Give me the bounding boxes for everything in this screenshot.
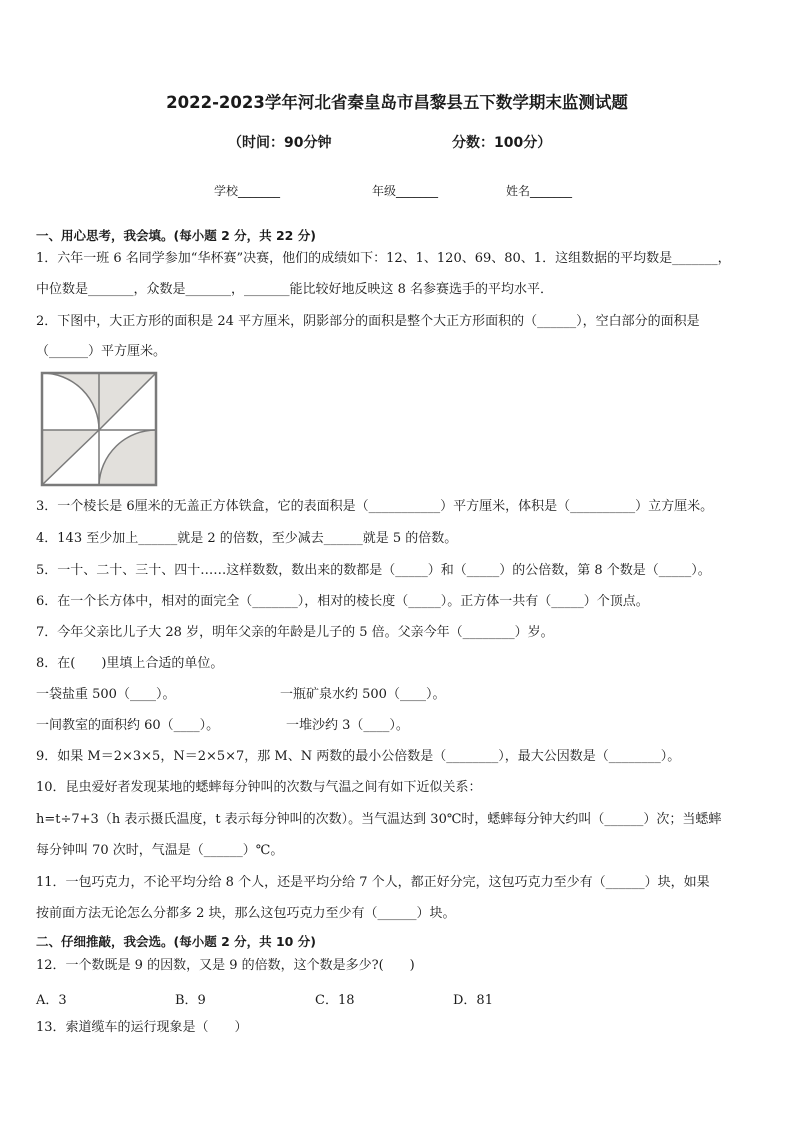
grade-field[interactable]: 年级_______ xyxy=(372,184,439,198)
question-8-b: 一瓶矿泉水约 500（____）。 xyxy=(280,687,446,702)
question-4: 4．143 至少加上______就是 2 的倍数，至少减去______就是 5 的倍数。 xyxy=(36,531,458,546)
question-12-stem: 12．一个数既是 9 的因数，又是 9 的倍数，这个数是多少?( ) xyxy=(36,958,415,973)
question-9: 9．如果 M＝2×3×5，N＝2×5×7，那 M、N 两数的最小公倍数是（________），最大公因数是（________）。 xyxy=(36,749,681,764)
question-13-stem: 13．索道缆车的运行现象是（ ） xyxy=(36,1020,248,1035)
question-5: 5．一十、二十、三十、四十……这样数数，数出来的数都是（_____）和（_____）的公倍数，第 8 个数是（_____）。 xyxy=(36,563,711,578)
question-6: 6．在一个长方体中，相对的面完全（_______），相对的棱长度（_____）。正方体一共有（_____）个顶点。 xyxy=(36,594,649,609)
question-2-line-2: （______）平方厘米。 xyxy=(36,344,167,359)
question-12-option-c[interactable]: C．18 xyxy=(315,993,355,1008)
question-8-d: 一堆沙约 3（____）。 xyxy=(286,718,409,733)
name-field[interactable]: 姓名_______ xyxy=(506,184,573,198)
question-8-c: 一间教室的面积约 60（____）。 xyxy=(36,718,220,733)
question-10-line-2: h=t÷7+3（h 表示摄氏温度，t 表示每分钟叫的次数）。当气温达到 30℃时，蟋蟀每分钟大约叫（______）次；当蟋蟀 xyxy=(36,812,722,827)
section-heading-fill: 一、用心思考，我会填。(每小题 2 分，共 22 分) xyxy=(36,228,316,243)
question-12-option-d[interactable]: D．81 xyxy=(453,993,493,1008)
question-11-line-1: 11．一包巧克力，不论平均分给 8 个人，还是平均分给 7 个人，都正好分完，这包巧克力至少有（______）块，如果 xyxy=(36,875,710,890)
question-1-line-1: 1．六年一班 6 名同学参加“华杯赛”决赛，他们的成绩如下：12、1、120、69、80、1．这组数据的平均数是_______， xyxy=(36,251,731,266)
exam-info xyxy=(0,132,794,180)
shaded-region-top-left xyxy=(42,373,99,430)
exam-time: （时间：90分钟 xyxy=(228,135,332,151)
question-3: 3．一个棱长是 6厘米的无盖正方体铁盒，它的表面积是（___________）平方厘米，体积是（__________）立方厘米。 xyxy=(36,499,714,514)
question-8-a: 一袋盐重 500（____）。 xyxy=(36,687,176,702)
school-field[interactable]: 学校_______ xyxy=(214,184,281,198)
question-1-line-2: 中位数是_______，众数是_______，_______能比较好地反映这 8 名参赛选手的平均水平． xyxy=(36,282,554,297)
question-7: 7．今年父亲比儿子大 28 岁，明年父亲的年龄是儿子的 5 倍。父亲今年（________）岁。 xyxy=(36,625,554,640)
question-8-stem: 8．在( )里填上合适的单位。 xyxy=(36,656,224,671)
exam-score: 分数：100分） xyxy=(452,135,552,151)
question-10-line-1: 10．昆虫爱好者发现某地的蟋蟀每分钟叫的次数与气温之间有如下近似关系： xyxy=(36,780,482,795)
question-12-option-b[interactable]: B．9 xyxy=(175,993,206,1008)
section-heading-choice: 二、仔细推敲，我会选。(每小题 2 分，共 10 分) xyxy=(36,934,316,949)
square-figure xyxy=(40,371,158,487)
question-12-option-a[interactable]: A．3 xyxy=(36,993,67,1008)
question-10-line-3: 每分钟叫 70 次时，气温是（______）℃。 xyxy=(36,843,284,858)
question-11-line-2: 按前面方法无论怎么分都多 2 块，那么这包巧克力至少有（______）块。 xyxy=(36,906,456,921)
question-2-line-1: 2．下图中，大正方形的面积是 24 平方厘米，阴影部分的面积是整个大正方形面积的（______），空白部分的面积是 xyxy=(36,314,700,329)
page-title: 2022-2023学年河北省秦皇岛市昌黎县五下数学期末监测试题 xyxy=(166,93,628,112)
